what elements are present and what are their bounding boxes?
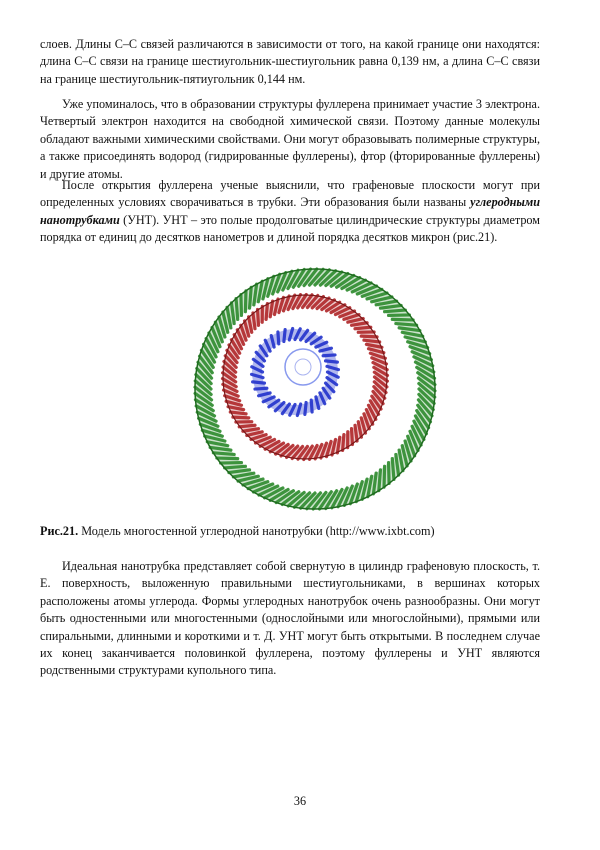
middle-tube-atom-rod — [239, 425, 255, 427]
outer-tube-atom-rod — [379, 470, 381, 491]
paragraph-bond-lengths — [40, 36, 540, 88]
middle-tube-atom-rod — [233, 417, 249, 418]
page-number: 36 — [293, 794, 307, 808]
outer-tube-atom-rod — [236, 299, 238, 320]
outer-tube-atom-rod — [389, 463, 390, 484]
outer-tube-atom-rod — [217, 458, 238, 459]
middle-tube-atom-rod — [361, 336, 377, 337]
inner-tube-atom-rod — [284, 330, 285, 342]
outer-tube-atom-rod — [213, 453, 234, 455]
middle-tube-atom-rod — [364, 340, 380, 342]
paragraph-ideal-nanotube — [40, 558, 540, 680]
paragraph-electrons — [40, 96, 540, 183]
inner-tube-atom-rod — [326, 361, 338, 362]
inner-tube-atom-rod — [323, 355, 335, 356]
inner-tube-atom-rod — [278, 332, 279, 344]
outer-tube-atom-rod — [384, 466, 385, 487]
middle-tube-atom-rod — [253, 313, 255, 329]
middle-tube-atom-rod — [355, 425, 357, 441]
inner-tube-atom-rod — [255, 388, 267, 389]
inner-tube-hole — [295, 359, 311, 375]
figure-label: Рис.21. — [40, 524, 79, 538]
inner-tube-atom-rod — [305, 403, 306, 415]
middle-tube-atom-rod — [352, 429, 353, 445]
middle-tube-atom-rod — [230, 412, 246, 414]
figure-caption-text: Модель многостенной углеродной нанотрубки (http://www.ixbt.com) — [78, 524, 435, 538]
nanotube-illustration — [185, 267, 455, 517]
inner-tube-atom-rod — [311, 400, 312, 412]
outer-tube-atom-rod — [392, 459, 394, 480]
paragraph-text: слоев. Длины С–С связей различаются в зависимости от того, на какой границе они находятся: длина С–С связи на границе шестиугольник-шестиугольник равна 0,139 нм, а длина С–С связи на границе шестиугольник-пятиугольник 0,144 нм. — [40, 37, 540, 86]
paragraph-text-end: (УНТ). УНТ – это полые продолговатые цилиндрические структуры диаметром порядка от единиц до десятков нанометров и длиной порядка десятков микрон (рис.21). — [40, 212, 540, 245]
paragraph-text-start: После открытия фуллерена ученые выяснили, что графеновые плоскости могут при определенных условиях сворачиваться в трубки. Эти образования были названы — [40, 178, 540, 210]
outer-tube-atom-rod — [250, 287, 252, 308]
outer-tube-atom-rod — [385, 310, 406, 312]
inner-tube-core — [285, 349, 321, 385]
outer-tube-atom-rod — [225, 466, 246, 468]
figure-caption — [40, 524, 560, 539]
outer-tube-atom-rod — [221, 463, 242, 464]
outer-tube-atom-rod — [396, 324, 417, 326]
paragraph-nanotubes-intro — [40, 177, 540, 247]
outer-tube-atom-rod — [389, 315, 410, 316]
inner-tube-atom-rod — [253, 382, 265, 383]
paragraph-text — [40, 177, 540, 247]
paragraph-text: Идеальная нанотрубка представляет собой свернутую в цилиндр графеновую плоскость, т. Е. поверхность, выложенную правильными шестиугольниками, в вершинах которых расположены атомы углерода. Формы углеродных нанотрубок очень разнообразны. Они могут быть одностенными или многостенными (однослойными или многослойными), прямыми или спиральными, длинными и короткими и т. Д. УНТ могут быть открытыми. В последнем случае их конец заканчивается половинкой фуллерена, поэтому фуллерены и УНТ являются родственными структурами купольного типа. — [40, 559, 540, 678]
term-carbon-nanotubes: углеродными нанотрубками — [40, 195, 540, 227]
middle-tube-atom-rod — [343, 435, 344, 451]
paragraph-text: Уже упоминалось, что в образовании структуры фуллерена принимает участие 3 электрона. Четвертый электрон находится на свободной химической связи. Поэтому данные молекулы обладают важными химическими свойствами. Они могут образовывать полимерные структуры, а также присоединять водород (гидрированные фуллерены), фтор (фторированные фуллерены) и другие атомы. — [40, 97, 540, 181]
middle-tube-atom-rod — [266, 304, 267, 320]
outer-tube-atom-rod — [392, 319, 413, 320]
middle-tube-atom-rod — [258, 310, 259, 326]
middle-tube-atom-rod — [355, 327, 371, 329]
outer-tube-atom-rod — [245, 291, 246, 312]
outer-tube-atom-rod — [241, 295, 242, 316]
